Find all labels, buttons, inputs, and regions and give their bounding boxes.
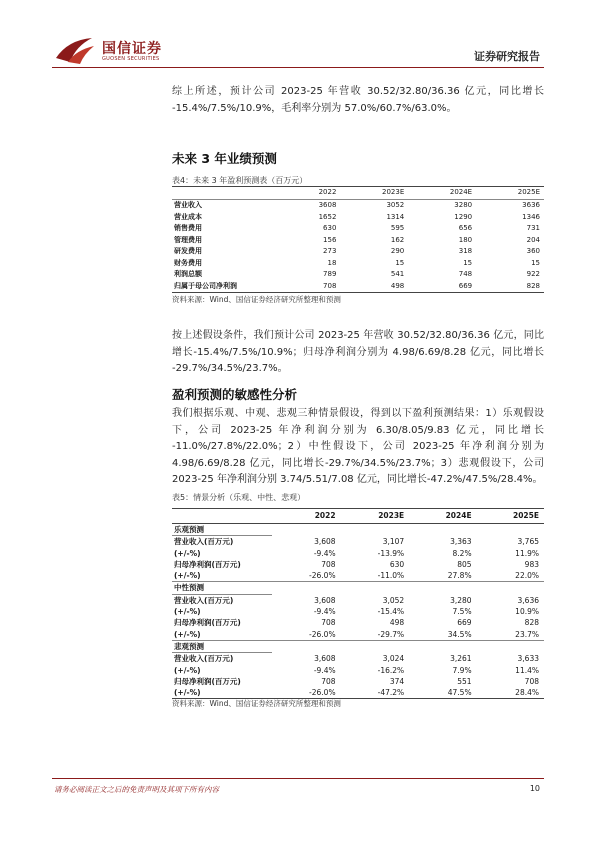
- table-cell: -15.4%: [377, 607, 405, 617]
- table-cell: 708: [524, 676, 539, 686]
- table-cell: 7.9%: [452, 665, 472, 675]
- forecast-paragraph: 按上述假设条件，我们预计公司 2023-25 年营收 30.52/32.80/36.36 亿元，同比增长-15.4%/7.5%/10.9%；归母净利润分别为 4.98/6.69/8.28 亿元，同比增长 -29.7%/34.5%/23.7%。: [172, 330, 544, 374]
- row-label: 利润总额: [174, 270, 202, 278]
- section-title-forecast: 未来 3 年业绩预测: [172, 151, 277, 166]
- table-cell: 789: [323, 270, 337, 278]
- scenario-section-row: [172, 640, 544, 652]
- table-cell: 374: [389, 676, 405, 686]
- row-label: 归属于母公司净利润: [172, 281, 284, 293]
- table-cell: -13.9%: [377, 548, 405, 558]
- table-cell: -9.4%: [313, 665, 336, 675]
- table-cell: -29.7%: [377, 629, 405, 639]
- row-label: (+/-%): [174, 548, 201, 558]
- table5-source: 资料来源：Wind、国信证券经济研究所整理和预测: [172, 699, 341, 708]
- table-cell: 828: [524, 618, 539, 628]
- table-cell: 273: [323, 247, 337, 255]
- table-cell: 3,765: [517, 537, 539, 547]
- table-cell: 3,363: [450, 537, 472, 547]
- empty-cell: [409, 582, 476, 594]
- table-cell: 360: [526, 247, 540, 255]
- table-cell: 3,261: [450, 654, 472, 664]
- row-label: (+/-%): [174, 607, 201, 617]
- table-cell: 983: [524, 559, 539, 569]
- table-row: [172, 570, 544, 582]
- table-cell: 11.4%: [515, 665, 539, 675]
- row-label: 归母净利润(百万元): [174, 618, 241, 628]
- table-cell: -47.2%: [341, 687, 410, 699]
- logo-text-cn: 国信证券: [102, 41, 162, 57]
- table-row: [172, 269, 544, 281]
- table-row: [172, 223, 544, 235]
- table-cell: 15: [395, 258, 405, 267]
- column-header: 2023E: [341, 509, 410, 524]
- table-row: [172, 281, 544, 293]
- table-row: [172, 235, 544, 247]
- table-cell: 1290: [454, 212, 473, 221]
- row-label: 营业收入: [174, 201, 202, 209]
- table-cell: 2025E: [476, 187, 544, 200]
- table-cell: 3,608: [314, 654, 336, 664]
- table-cell: 3052: [386, 201, 405, 209]
- table-cell: 3,608: [314, 537, 336, 547]
- table-cell: 731: [526, 224, 540, 232]
- table-cell: 2024E: [408, 187, 476, 200]
- row-label: 营业成本: [174, 212, 202, 221]
- table-cell: 805: [457, 559, 472, 569]
- footer-disclaimer: 请务必阅读正文之后的免责声明及其项下所有内容: [54, 785, 219, 794]
- table-cell: 15: [463, 258, 473, 267]
- scenario-title: 乐观预测: [172, 524, 272, 536]
- table-cell: -26.0%: [309, 629, 336, 639]
- footer-divider: [52, 778, 544, 779]
- table-cell: 156: [323, 235, 337, 244]
- logo-mark-icon: [54, 36, 98, 66]
- table-cell: 180: [458, 235, 473, 244]
- table-cell: 708: [321, 618, 336, 628]
- empty-cell: [477, 524, 544, 536]
- table-row: [172, 548, 544, 559]
- table-cell: 10.9%: [515, 607, 539, 617]
- scenario-table: [172, 508, 544, 699]
- table-cell: 28.4%: [477, 687, 544, 699]
- row-label: (+/-%): [174, 665, 201, 675]
- table-cell: 47.5%: [409, 687, 476, 699]
- table-row: [172, 246, 544, 258]
- table-cell: 748: [458, 270, 473, 278]
- row-label: 研发费用: [174, 247, 202, 255]
- table-cell: 3,608: [314, 595, 336, 605]
- table-cell: 498: [340, 281, 408, 293]
- table-cell: 498: [389, 618, 405, 628]
- table-cell: 3,024: [382, 654, 405, 664]
- table-row: [172, 665, 544, 676]
- table-cell: -11.0%: [377, 571, 405, 581]
- table-cell: 22.0%: [515, 571, 539, 581]
- table-cell: 1346: [522, 212, 540, 221]
- table-cell: 34.5%: [447, 629, 472, 639]
- table-cell: 27.8%: [447, 571, 472, 581]
- row-label: 营业收入(百万元): [174, 654, 234, 664]
- table-cell: 669: [457, 618, 472, 628]
- empty-cell: [341, 640, 410, 652]
- table-cell: 3,636: [517, 595, 539, 605]
- table-cell: 318: [458, 247, 473, 255]
- scenario-section-row: [172, 524, 544, 536]
- row-label: (+/-%): [172, 687, 272, 699]
- empty-cell: [272, 524, 341, 536]
- summary-paragraph: 综上所述，预计公司 2023-25 年营收 30.52/32.80/36.36 亿元，同比增长 -15.4%/7.5%/10.9%，毛利率分别为 57.0%/60.7%/63.0%。: [172, 86, 544, 114]
- table-cell: 23.7%: [515, 629, 539, 639]
- table-cell: 11.9%: [515, 548, 539, 558]
- table-header-row: [172, 509, 544, 524]
- table-header-row: [172, 187, 544, 200]
- table-row: [172, 559, 544, 570]
- table-cell: -26.0%: [272, 687, 341, 699]
- logo-text-en: GUOSEN SECURITIES: [102, 56, 160, 62]
- table4-caption: 表4：未来 3 年盈利预测表（百万元）: [172, 176, 308, 185]
- table4-source: 资料来源：Wind、国信证券经济研究所整理和预测: [172, 295, 341, 304]
- empty-cell: [341, 524, 410, 536]
- table-cell: -9.4%: [313, 607, 336, 617]
- table-cell: 3636: [522, 201, 540, 209]
- table-row: [172, 594, 544, 606]
- row-label: 销售费用: [174, 224, 202, 232]
- table-cell: -26.0%: [309, 571, 336, 581]
- table-cell: 541: [390, 270, 405, 278]
- table-row: [172, 200, 544, 212]
- row-label: (+/-%): [174, 629, 201, 639]
- section-title-sensitivity: 盈利预测的敏感性分析: [172, 387, 298, 402]
- table-cell: -16.2%: [377, 665, 405, 675]
- sensitivity-paragraph: 我们根据乐观、中观、悲观三种情景假设，得到以下盈利预测结果：1）乐观假设下，公司 2023-25 年净利润分别为 6.30/8.05/9.83 亿元，同比增长 -11.0%/27.8%/22.0%；2）中性假设下，公司 2023-25 年净利润分别为 4.98/6.69/8.28 亿元，同比增长-29.7%/34.5%/23.7%；3）悲观假设下，公司 2023-25 年净利润分别 3.74/5.51/7.08 亿元，同比增长-47.2%/47.5%/28.4%。: [172, 408, 544, 485]
- empty-cell: [272, 582, 341, 594]
- table-cell: 630: [389, 559, 405, 569]
- column-header: 2024E: [409, 509, 476, 524]
- table-cell: 669: [408, 281, 476, 293]
- table-row: [172, 258, 544, 270]
- table-cell: 630: [323, 224, 337, 232]
- table-row: [172, 653, 544, 665]
- scenario-section-row: [172, 582, 544, 594]
- row-label: 营业收入(百万元): [174, 537, 234, 547]
- row-label: 营业收入(百万元): [174, 595, 234, 605]
- table-cell: 162: [390, 235, 405, 244]
- table-cell: 204: [526, 235, 540, 244]
- empty-cell: [409, 640, 476, 652]
- empty-cell: [341, 582, 410, 594]
- header-divider: [52, 67, 544, 68]
- row-label: 归母净利润(百万元): [174, 559, 241, 569]
- table-row: [172, 676, 544, 687]
- row-label: 归母净利润(百万元): [174, 676, 241, 686]
- table-cell: 595: [390, 224, 405, 232]
- table-row: [172, 212, 544, 224]
- empty-cell: [272, 640, 341, 652]
- table-row: [172, 617, 544, 628]
- empty-cell: [409, 524, 476, 536]
- page-number: 10: [529, 784, 540, 793]
- table-cell: 1314: [386, 212, 405, 221]
- table-cell: 828: [476, 281, 544, 293]
- table-cell: 3,052: [382, 595, 405, 605]
- table-cell: 3,280: [450, 595, 472, 605]
- table-cell: 3280: [454, 201, 473, 209]
- empty-cell: [477, 582, 544, 594]
- table-cell: -9.4%: [313, 548, 336, 558]
- report-type-label: 证券研究报告: [474, 50, 540, 63]
- table-cell: 8.2%: [452, 548, 472, 558]
- scenario-title: 中性预测: [172, 582, 272, 594]
- column-header: 2025E: [477, 509, 544, 524]
- table-cell: 708: [321, 676, 336, 686]
- row-label: 财务费用: [174, 258, 202, 267]
- table-cell: 7.5%: [452, 607, 472, 617]
- table-row: [172, 606, 544, 617]
- table-cell: 18: [327, 258, 337, 267]
- table-cell: 15: [531, 258, 540, 267]
- table-cell: 708: [284, 281, 340, 293]
- table-cell: 290: [390, 247, 405, 255]
- forecast-table: [172, 186, 544, 293]
- table-cell: 2023E: [340, 187, 408, 200]
- table-cell: 3,633: [517, 654, 539, 664]
- column-header: 2022: [272, 509, 341, 524]
- table-cell: 922: [526, 270, 540, 278]
- table-cell: 2022: [284, 187, 340, 200]
- table-cell: 551: [457, 676, 472, 686]
- table5-caption: 表5：情景分析（乐观、中性、悲观）: [172, 493, 306, 502]
- table-cell: 1652: [318, 212, 337, 221]
- table-cell: 3,107: [382, 537, 405, 547]
- table-cell: 3608: [318, 201, 337, 209]
- table-cell: 708: [321, 559, 336, 569]
- row-label: 管理费用: [174, 235, 202, 244]
- table-row: [172, 629, 544, 641]
- table-cell: 656: [458, 224, 473, 232]
- table-row: [172, 536, 544, 548]
- row-label: [172, 187, 284, 200]
- column-header: [172, 509, 272, 524]
- empty-cell: [477, 640, 544, 652]
- scenario-title: 悲观预测: [172, 640, 272, 652]
- row-label: (+/-%): [174, 571, 201, 581]
